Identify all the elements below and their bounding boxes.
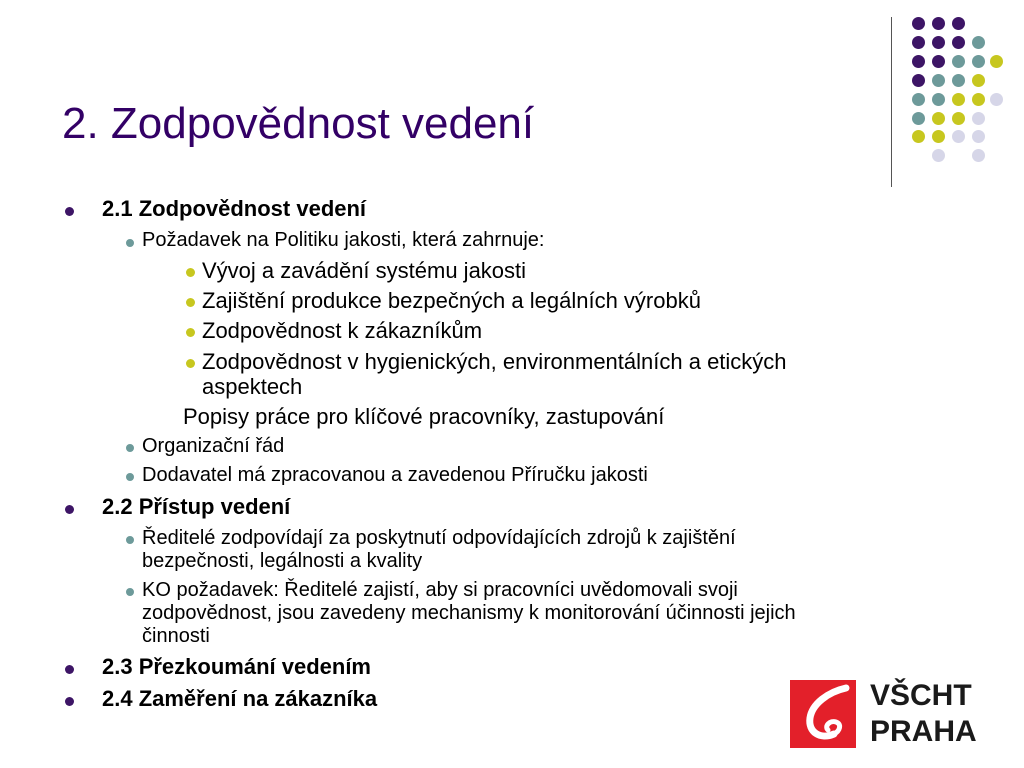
bullet-icon	[126, 239, 134, 247]
bullet-icon	[126, 473, 134, 481]
section-heading: 2.4 Zaměření na zákazníka	[102, 686, 378, 711]
logo-text-line1: VŠCHT	[870, 679, 972, 712]
list-item-line: KO požadavek: Ředitelé zajistí, aby si pracovníci uvědomovali svoji	[142, 579, 738, 601]
list-item: Požadavek na Politiku jakosti, která zahrnuje:	[142, 229, 545, 251]
list-item: Organizační řád	[142, 435, 285, 457]
bullet-icon	[126, 536, 134, 544]
section-heading: 2.3 Přezkoumání vedením	[102, 654, 371, 679]
bullet-icon	[186, 268, 195, 277]
list-item: Vývoj a zavádění systému jakosti	[202, 258, 527, 283]
list-item-line: činnosti	[142, 625, 210, 647]
list-item: Popisy práce pro klíčové pracovníky, zastupování	[183, 404, 665, 429]
bullet-icon	[65, 665, 74, 674]
section-heading: 2.1 Zodpovědnost vedení	[102, 196, 367, 221]
bullet-icon	[65, 505, 74, 514]
section-heading: 2.2 Přístup vedení	[102, 494, 291, 519]
vscht-logo	[790, 680, 990, 748]
logo-mark-icon	[790, 680, 856, 748]
bullet-icon	[65, 207, 74, 216]
bullet-icon	[65, 697, 74, 706]
list-item: Zodpovědnost k zákazníkům	[202, 318, 483, 343]
bullet-icon	[186, 359, 195, 368]
slide-title: 2. Zodpovědnost vedení	[62, 99, 535, 148]
bullet-icon	[186, 298, 195, 307]
list-item-line: bezpečnosti, legálnosti a kvality	[142, 550, 423, 572]
list-item-line: zodpovědnost, jsou zavedeny mechanismy k monitorování účinnosti jejich	[142, 602, 796, 624]
list-item: Zajištění produkce bezpečných a legálních výrobků	[202, 288, 701, 313]
list-item-line: aspektech	[202, 374, 303, 399]
list-item-line: Zodpovědnost v hygienických, environmentálních a etických	[202, 349, 787, 374]
bullet-icon	[126, 588, 134, 596]
bullet-icon	[186, 328, 195, 337]
list-item-line: Ředitelé zodpovídají za poskytnutí odpovídajících zdrojů k zajištění	[142, 527, 736, 549]
list-item: Dodavatel má zpracovanou a zavedenou Příručku jakosti	[142, 464, 648, 486]
bullet-icon	[126, 444, 134, 452]
logo-text-line2: PRAHA	[870, 715, 977, 748]
